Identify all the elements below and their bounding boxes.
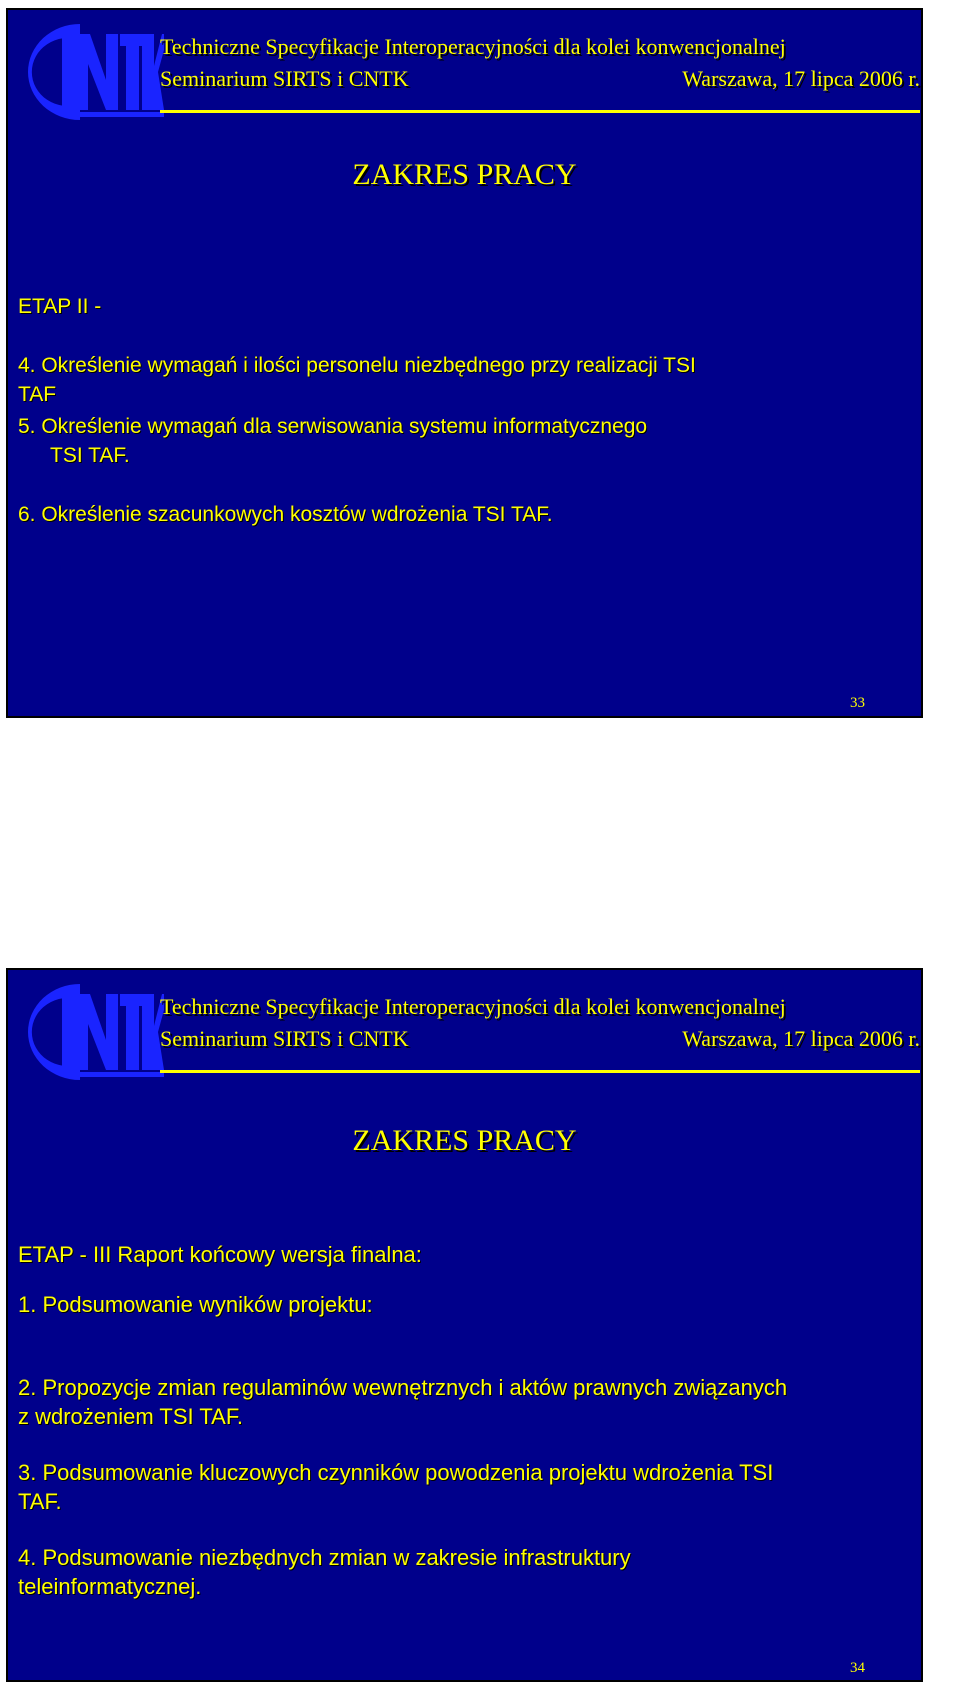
- header-title: Techniczne Specyfikacje Interoperacyjności dla kolei konwencjonalnej: [160, 994, 786, 1019]
- list-item: z wdrożeniem TSI TAF.: [18, 1404, 243, 1429]
- list-item: 2. Propozycje zmian regulaminów wewnętrznych i aktów prawnych związanych: [18, 1375, 788, 1400]
- cntk-logo-icon: [22, 7, 164, 124]
- cntk-logo-icon: [22, 967, 164, 1084]
- list-item: TAF: [18, 383, 57, 406]
- svg-text:CNTK: CNTK: [22, 967, 66, 984]
- slide-34: [6, 968, 923, 1682]
- list-item: 3. Podsumowanie kluczowych czynników powodzenia projektu wdrożenia TSI: [18, 1460, 774, 1485]
- stage-label: ETAP - III Raport końcowy wersja finalna:: [18, 1242, 422, 1267]
- slide-title: ZAKRES PRACY: [352, 1124, 577, 1157]
- page-number: 33: [850, 695, 865, 711]
- slide-33: [6, 8, 923, 718]
- page-number: 34: [850, 1660, 865, 1676]
- list-item: 4. Określenie wymagań i ilości personelu niezbędnego przy realizacji TSI: [18, 354, 696, 377]
- header-title: Techniczne Specyfikacje Interoperacyjności dla kolei konwencjonalnej: [160, 34, 786, 59]
- list-item: TSI TAF.: [50, 444, 130, 467]
- list-item: TAF.: [18, 1489, 62, 1514]
- list-item: 1. Podsumowanie wyników projektu:: [18, 1292, 373, 1317]
- slide-title: ZAKRES PRACY: [352, 158, 577, 191]
- list-item: 5. Określenie wymagań dla serwisowania systemu informatycznego: [18, 415, 648, 438]
- header-place-date: Warszawa, 17 lipca 2006 r.: [682, 1026, 920, 1051]
- svg-text:CNTK: CNTK: [22, 7, 66, 24]
- list-item: 4. Podsumowanie niezbędnych zmian w zakresie infrastruktury: [18, 1545, 631, 1570]
- stage-label: ETAP II -: [18, 295, 102, 318]
- header-divider: [160, 110, 920, 113]
- list-item: 6. Określenie szacunkowych kosztów wdrożenia TSI TAF.: [18, 503, 553, 526]
- list-item: teleinformatycznej.: [18, 1574, 202, 1599]
- header-seminar: Seminarium SIRTS i CNTK: [160, 66, 409, 91]
- header-seminar: Seminarium SIRTS i CNTK: [160, 1026, 409, 1051]
- header-place-date: Warszawa, 17 lipca 2006 r.: [682, 66, 920, 91]
- header-divider: [160, 1070, 920, 1073]
